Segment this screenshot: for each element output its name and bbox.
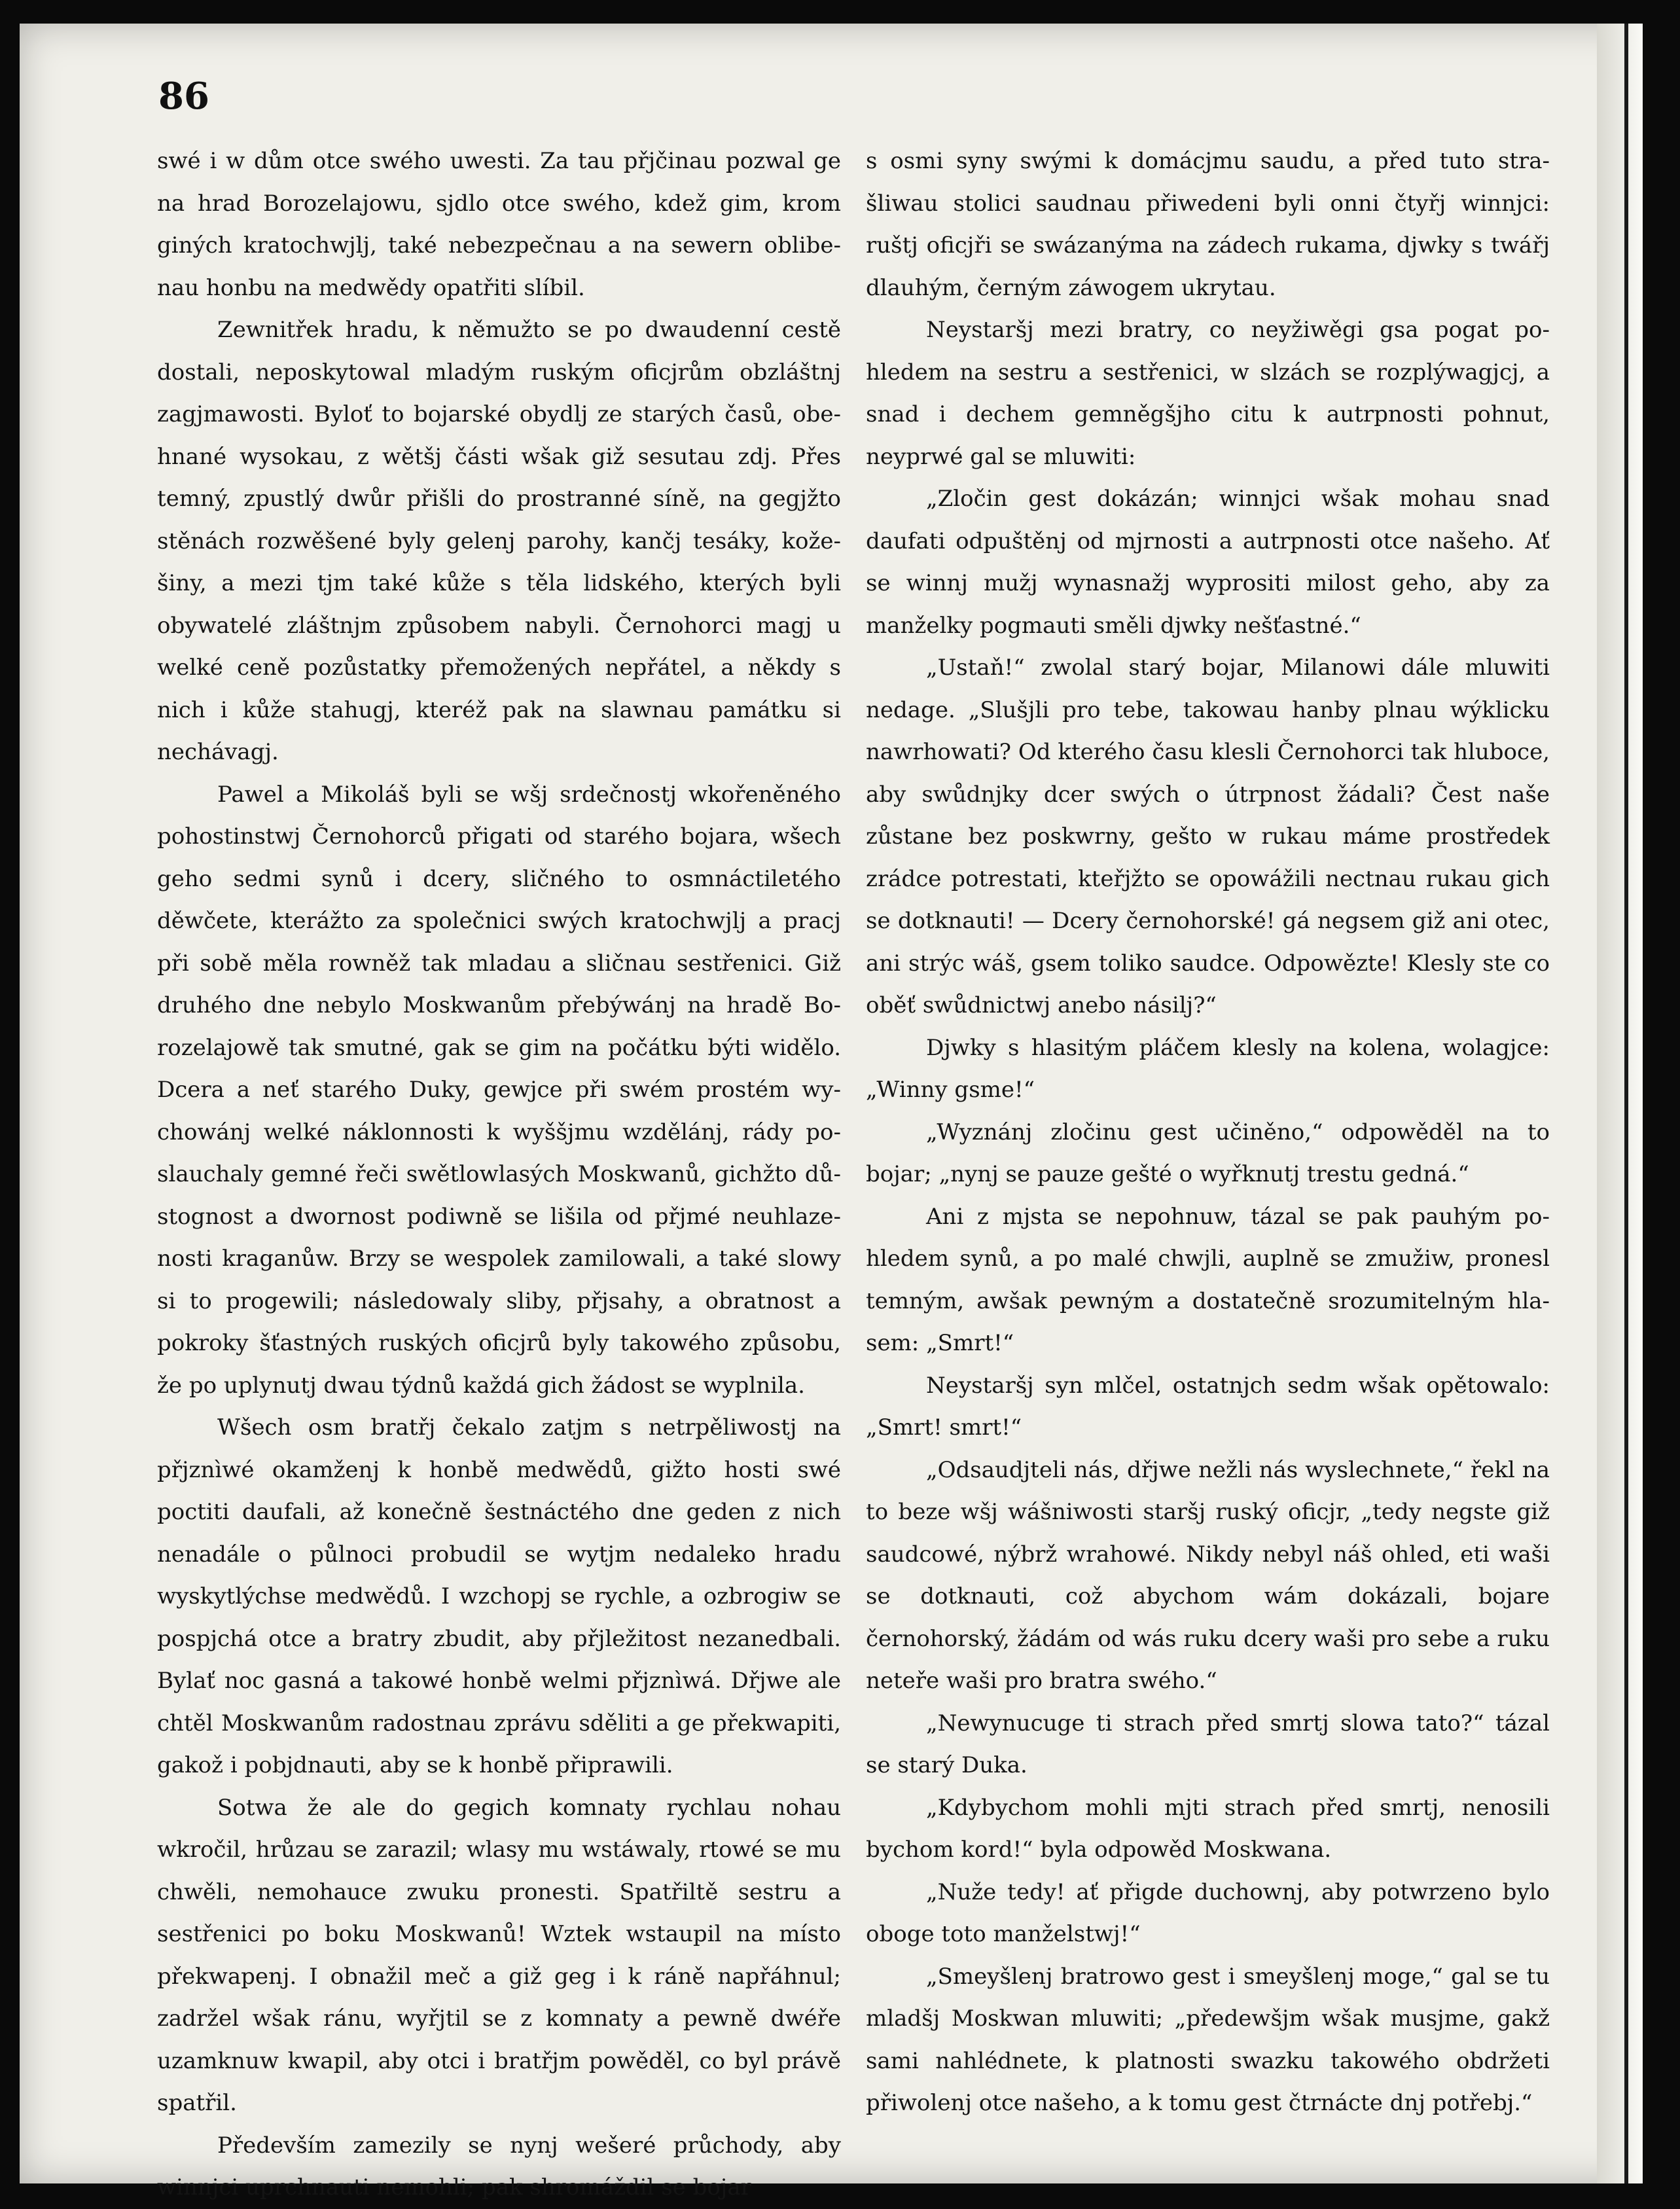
paragraph: „Nuže tedy! ať přigde duchownj, aby potwrzeno bylo oboge toto manželstwj!“ — [866, 1878, 1550, 1947]
paragraph: „Odsaudjteli nás, dřjwe nežli nás wyslechnete,“ řekl na to beze wšj wášniwosti staršj ruský oficjr, „tedy negste giž saudcowé, nýbrž wrahowé. Nikdy nebyl náš ohled, eti waši se dotknauti, což abychom wám dokázali, bojare černohorský, žádám od wás ruku dcery waši pro sebe a ruku neteře waši pro bratra swého.“ — [866, 1456, 1550, 1694]
paragraph: Především zamezily se nynj wešeré průchody, aby winnjci uprchnauti nemohli; pak shromáždil se bojar — [157, 2132, 841, 2200]
paragraph: Djwky s hlasitým pláčem klesly na kolena, wolagjce: „Winny gsme!“ — [866, 1034, 1550, 1103]
paragraph: Ani z mjsta se nepohnuw, tázal se pak pauhým pohledem synů, a po malé chwjli, auplně se zmužiw, pronesl temným, awšak pewným a dostatečně srozumitelným hlasem: „Smrt!“ — [866, 1203, 1550, 1356]
paragraph: swé i w dům otce swého uwesti. Za tau přjčinau pozwal ge na hrad Borozelajowu, sjdlo otce swého, kdež gim, krom giných kratochwjlj, také nebezpečnau a na sewern oblibenau honbu na medwědy opatřiti slíbil. — [157, 148, 841, 301]
paragraph: „Kdybychom mohli mjti strach před smrtj, nenosili bychom kord!“ byla odpowěd Moskwana. — [866, 1794, 1550, 1863]
paragraph: Pawel a Mikoláš byli se wšj srdečnostj wkořeněného pohostinstwj Černohorců přigati od starého bojara, wšech geho sedmi synů i dcery, sličného to osmnáctiletého děwčete, kterážto za společnici swých kratochwjlj a pracj při sobě měla rowněž tak mladau a sličnau sestřenici. Giž druhého dne nebylo Moskwanům přebýwánj na hradě Borozelajowě tak smutné, gak se gim na počátku býti widělo. Dcera a neť starého Duky, gewjce při swém prostém wychowánj welké náklonnosti k wyššjmu wzdělánj, rády poslauchaly gemné řeči swětlowlasých Moskwanů, gichžto důstognost a dwornost podiwně se lišila od přjmé neuhlazenosti kraganůw. Brzy se wespolek zamilowali, a také slowy si to progewili; následowaly sliby, přjsahy, a obratnost a pokroky šťastných ruských oficjrů byly takowého způsobu, že po uplynutj dwau týdnů každá gich žádost se wyplnila. — [157, 781, 841, 1399]
page-gutter — [1597, 24, 1643, 2183]
paragraph: „Smeyšlenj bratrowo gest i smeyšlenj moge,“ gal se tu mladšj Moskwan mluwiti; „předewšjm wšak musjme, gakž sami nahlédnete, k platnosti swazku takowého obdržeti přiwolenj otce našeho, a k tomu gest čtrnácte dnj potřebj.“ — [866, 1963, 1550, 2116]
page-number: 86 — [158, 75, 209, 118]
left-column — [157, 140, 841, 2200]
book-page — [20, 24, 1643, 2200]
paragraph: Neystaršj syn mlčel, ostatnjch sedm wšak opětowalo: „Smrt! smrt!“ — [866, 1372, 1550, 1441]
paragraph: Wšech osm bratřj čekalo zatjm s netrpěliwostj na přjznìwé okamženj k honbě medwědů, gižto hosti swé poctiti daufali, až konečně šestnáctého dne geden z nich nenadále o půlnoci probudil se wytjm nedaleko hradu wyskytlýchse medwědů. I wzchopj se rychle, a ozbrogiw se pospjchá otce a bratry zbudit, aby přjležitost nezanedbali. Bylať noc gasná a takowé honbě welmi přjznìwá. Dřjwe ale chtěl Moskwanům radostnau zprávu sděliti a ge překwapiti, gakož i pobjdnauti, aby se k honbě připrawili. — [157, 1414, 841, 1778]
binding-edge — [1624, 24, 1628, 2183]
paragraph: „Ustaň!“ zwolal starý bojar, Milanowi dále mluwiti nedage. „Slušjli pro tebe, takowau hanby plnau wýklicku nawrhowati? Od kterého času klesli Černohorci tak hluboce, aby swůdnjky dcer swých o útrpnost žádali? Čest naše zůstane bez poskwrny, gešto w rukau máme prostředek zrádce potrestati, kteřjžto se opowážili nectnau rukau gich se dotknauti! — Dcery černohorské! gá negsem giž ani otec, ani strýc wáš, gsem toliko saudce. Odpowězte! Klesly ste co oběť swůdnictwj anebo násilj?“ — [866, 655, 1550, 1018]
right-column — [866, 140, 1550, 2117]
paragraph: Neystaršj mezi bratry, co neyžiwěgi gsa pogat pohledem na sestru a sestřenici, w slzách se rozplýwagjcj, a snad i dechem gemněgšjho citu k autrpnosti pohnut, neyprwé gal se mluwiti: — [866, 317, 1550, 470]
paragraph: s osmi syny swými k domácjmu saudu, a před tuto strašliwau stolici saudnau přiwedeni byli onni čtyřj winnjci: ruštj oficjři se swázanýma na zádech rukama, djwky s twářj dlauhým, černým záwogem ukrytau. — [866, 148, 1550, 301]
paragraph: „Newynucuge ti strach před smrtj slowa tato?“ tázal se starý Duka. — [866, 1710, 1550, 1778]
scan-border — [1666, 0, 1680, 2204]
paragraph: „Zločin gest dokázán; winnjci wšak mohau snad daufati odpuštěnj od mjrnosti a autrpnosti otce našeho. Ať se winnj mužj wynasnažj wyprositi milost geho, aby za manželky pogmauti směli djwky nešťastné.“ — [866, 486, 1550, 639]
paragraph: „Wyznánj zločinu gest učiněno,“ odpowěděl na to bojar; „nynj se pauze gešté o wyřknutj trestu gedná.“ — [866, 1119, 1550, 1187]
paragraph: Sotwa že ale do gegich komnaty rychlau nohau wkročil, hrůzau se zarazil; wlasy mu wstáwaly, rtowé se mu chwěli, nemohauce zwuku pronesti. Spatřiltě sestru a sestřenici po boku Moskwanů! Wztek wstaupil na místo překwapenj. I obnažil meč a giž geg i k ráně napřáhnul; zadržel wšak ránu, wyřjtil se z komnaty a pewně dwéře uzamknuw kwapil, aby otci i bratřjm powěděl, co byl právě spatřil. — [157, 1794, 841, 2116]
paragraph: Zewnitřek hradu, k němužto se po dwaudenní cestě dostali, neposkytowal mladým ruským oficjrům obzláštnj zagjmawosti. Byloť to bojarské obydlj ze starých časů, obehnané wysokau, z wětšj části wšak giž sesutau zdj. Přes temný, zpustlý dwůr přišli do prostranné síně, na gegjžto stěnách rozwěšené byly gelenj parohy, kančj tesáky, kožešiny, a mezi tjm také kůže s těla lidského, kterých byli obywatelé zláštnjm způsobem nabyli. Černohorci magj u welké ceně pozůstatky přemožených nepřátel, a někdy s nich i kůže stahugj, kteréž pak na slawnau památku si nechávagj. — [157, 317, 841, 765]
